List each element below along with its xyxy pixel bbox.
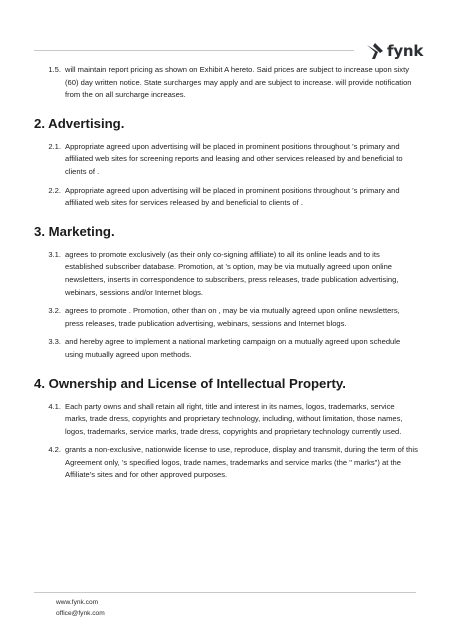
clause-2-2 bbox=[34, 185, 418, 210]
clause-number: 2.1. bbox=[48, 141, 61, 151]
clause-number: 2.2. bbox=[48, 185, 61, 195]
clause-text: Appropriate agreed upon advertising will be placed in prominent positions throughout ’s primary and affiliated web sites for services released by and beneficial to clients of . bbox=[65, 185, 400, 208]
clause-text: agrees to promote exclusively (as their only co-signing affiliate) to all its online leads and to its established subscriber database. Promotion, at ’s option, may be via mutually agreed upon online newsletters, inserts in correspondence to subscribers, press releases, trade publication advertising, webinars, sessions and/or Internet blogs. bbox=[65, 249, 399, 297]
clause-4-2 bbox=[34, 444, 418, 482]
clause-text: Each party owns and shall retain all right, title and interest in its names, logos, trademarks, service marks, trade dress, copyrights and proprietary technology, including, without limitation, those names, logos, trademarks, service marks, trade dress, copyrights and proprietary technology currently used. bbox=[65, 401, 403, 436]
fynk-logo-icon bbox=[366, 42, 384, 60]
section-heading: 2. Advertising. bbox=[34, 115, 125, 131]
clause-4-1 bbox=[34, 401, 418, 439]
clause-text: will maintain report pricing as shown on Exhibit A hereto. Said prices are subject to increase upon sixty (60) day written notice. State surcharges may apply and are subject to increase. will provide notification from the on all surcharge increases. bbox=[65, 65, 412, 100]
section-advertising bbox=[34, 116, 418, 210]
footer-email: office@fynk.com bbox=[56, 610, 105, 617]
section-intellectual-property bbox=[34, 376, 418, 483]
section-heading: 3. Marketing. bbox=[34, 223, 115, 239]
clause-1-5 bbox=[34, 64, 418, 102]
clause-text: grants a non-exclusive, nationwide license to use, reproduce, display and transmit, during the term of this Agreement only, ’s specified logos, trade names, trademarks and service marks (the " marks") at the Affiliate's sites and for other approved purposes. bbox=[65, 445, 418, 480]
section-marketing bbox=[34, 224, 418, 362]
footer-website: www.fynk.com bbox=[56, 599, 99, 606]
section-1-continued bbox=[34, 64, 418, 102]
fynk-logo bbox=[366, 40, 423, 62]
clause-2-1 bbox=[34, 141, 418, 179]
clause-3-3 bbox=[34, 336, 418, 361]
clause-3-2 bbox=[34, 305, 418, 330]
clause-number: 4.1. bbox=[48, 401, 61, 411]
footer bbox=[56, 597, 105, 619]
clause-number: 4.2. bbox=[48, 445, 61, 455]
clause-number: 3.3. bbox=[48, 337, 61, 347]
clause-number: 1.5. bbox=[48, 65, 61, 74]
header-divider bbox=[34, 50, 354, 51]
clause-text: agrees to promote . Promotion, other than on , may be via mutually agreed upon online newsletters, press releases, trade publication advertising, webinars, sessions and Internet blogs. bbox=[65, 306, 400, 328]
clause-number: 3.2. bbox=[48, 306, 61, 316]
fynk-wordmark: fynk bbox=[387, 42, 424, 60]
section-heading: 4. Ownership and License of Intellectual Property. bbox=[34, 375, 346, 391]
document-body bbox=[34, 64, 418, 488]
clause-text: Appropriate agreed upon advertising will be placed in prominent positions throughout ’s primary and affiliated web sites for screening reports and leasing and other services released by and beneficial to clients of . bbox=[65, 141, 403, 176]
clause-text: and hereby agree to implement a national marketing campaign on a mutually agreed upon schedule using mutually agreed upon methods. bbox=[65, 337, 401, 359]
clause-number: 3.1. bbox=[48, 249, 61, 259]
footer-divider bbox=[34, 592, 416, 593]
clause-3-1 bbox=[34, 249, 418, 299]
